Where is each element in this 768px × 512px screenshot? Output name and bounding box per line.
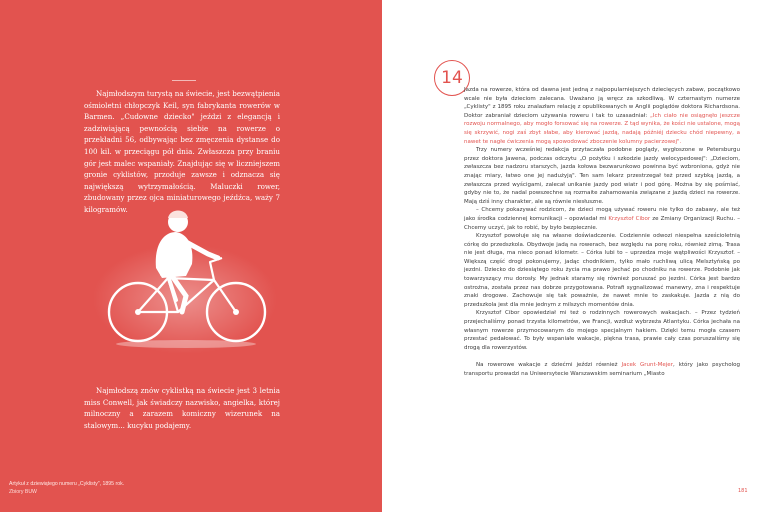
right-page (382, 0, 768, 512)
paragraph-2: Trzy numery wcześniej redakcja przytaczała podobne poglądy, wygłoszone w Petersburgu przez doktora Jawena, podczas odczytu „O pożytku i szkodzie jazdy welocypedowej": „Dzieciom, zwłaszcza bez nadzoru starszych, jazda kołowa bezwarunkowo powinna być wzbroniona, gdyż nie znając miary, łatwo one jej nadużyją". Ten sam lekarz przestrzegał też przed szybką jazdą, a zwłaszcza przed wyścigami, zalecał unikanie jazdy pod wiatr i pod górę. Można by się pośmiać, gdyby nie to, że nadal powszechne są rozmaite zahamowania związane z jazdą dzieci na rowerze. Mają dziś inny charakter, ale są równie niesłuszne. (464, 147, 740, 205)
left-page (0, 0, 382, 512)
person-name-highlight: Krzysztof Cibor (608, 215, 651, 222)
ornament-divider (172, 80, 196, 81)
child-on-bicycle-illustration (90, 204, 280, 354)
page-number: 181 (738, 488, 748, 494)
article-body (464, 86, 740, 379)
caption-title: Artykuł z dziewiątego numeru „Cyklisty", 1895 rok. (9, 481, 125, 487)
archival-quote-2: Najmłodszą znów cyklistką na świecie jest 3 letnia miss Conwell, jak świadczy nazwisko, angielka, której milnoczny a zarazem komiczny wizerunek na stalowym... kucyku podajemy. (84, 386, 280, 430)
archival-quote-1: Najmłodszym turystą na świecie, jest bezwątpienia ośmioletni chłopczyk Keil, syn fabrykanta rowerów w Barmen. „Cudowne dziecko" jeździ z elegancją i zadziwiającą pewnością siebie na rowerze o przekładni 56, odbywając bez zmęczenia dystanse do 100 kil. w przeciągu pół dnia. Zwłaszcza przy braniu gór jest malec wspaniały. Znajdując się w liczniejszem gronie cyklistów, przoduje zawsze i odznacza się największą wytrzymałością. Maluczki rower, zbudowany przez ojca miniaturowego jeźdźca, waży 7 kilogramów. (84, 89, 280, 214)
paragraph-5: Krzysztof Cibor opowiedział mi też o rodzinnych rowerowych wakacjach. – Przez tydzień przejechaliśmy ponad trzysta kilometrów, we Francji, wzdłuż wybrzeża Atlantyku. Córka jechała na własnym rowerze przymocowanym do mojego specjalnym hakiem. Dzięki temu mogła czasem przestać pedałować. To były wspaniałe wakacje, piękna trasa, prawie cały czas poruszaliśmy się drogą dla rowerzystów. (464, 310, 740, 351)
caption-credit: Zbiory BUW (9, 489, 37, 495)
chapter-number: 14 (441, 68, 463, 88)
paragraph-6: Na rowerowe wakacje z dziećmi jeździ również Jacek Grunt-Mejer, który jako psycholog transportu prowadzi na Uniwersytecie Warszawskim seminarium „Miasto (464, 362, 740, 377)
paragraph-4: Krzysztof powołuje się na własne doświadczenie. Codziennie odwozi niespełna sześcioletnią córkę do przedszkola. Obydwoje jadą na rowerach, bez względu na porę roku, również zimą. Trasa nie jest długa, ma nieco ponad kilometr. – Córka lubi to – uprzedza moje wątpliwości Krzysztof. – Większą część drogi pokonujemy, jadąc chodnikiem, tylko mało ruchliwą ulicą Melsztyńską po jezdni. Dziecko do dziesiątego roku życia ma prawo jechać po chodniku na rowerze. Podobnie jak towarzyszący mu dorosły. My jednak staramy się również poruszać po jezdni. Córka jest bardzo ostrożna, została przez nas dobrze przygotowana. Potrafi sygnalizować manewry, zna i respektuje znaki drogowe. Zachowuje się tak poważnie, że nawet mnie to zaskakuje. Jazda z nią do przedszkola jest dla mnie jednym z milszych momentów dnia. (464, 233, 740, 308)
person-name-highlight: Jacek Grunt-Mejer (621, 362, 673, 369)
paragraph-1: Jazda na rowerze, która od dawna jest jedną z najpopularniejszych dziecięcych zabaw, początkowo wcale nie była dzieciom zalecana. Uważano ją wręcz za szkodliwą. W czternastym numerze „Cyklisty" z 1895 roku znalazłam relację z opublikowanych w Anglii poglądów doktora Richardsona. Doktor zabraniał dzieciom używania roweru i tak to uzasadniał: „Ich ciało nie osiągnęło jeszcze rozwoju normalnego, aby mogło forsować się na rowerze. Z tąd wynika, że kości nie ustalone, mogą się skrzywić, nogi zaś zbyt słabe, aby kierować jazdą, nadają późniéj dziecku chód niepewny, a nawet te nagłe ćwiczenia mogą spowodować zboczenie kolumny pacierzowej". (464, 87, 740, 145)
paragraph-3: – Chcemy pokazywać rodzicom, że dzieci mogą używać roweru nie tylko do zabawy, ale też jako środka codziennej komunikacji – opowiadał mi Krzysztof Cibor ze Zmiany Organizacji Ruchu. – Chcemy uczyć, jak to robić, by było bezpiecznie. (464, 207, 740, 231)
image-caption (9, 480, 124, 496)
highlighted-quote: „Ich ciało nie osiągnęło jeszcze rozwoju normalnego, aby mogło forsować się na rowerze. Z tąd wynika, że kości nie ustalone, mogą się skrzywić, nogi zaś zbyt słabe, aby kierować jazdą, nadają późniéj dziecku chód niepewny, a nawet te nagłe ćwiczenia mogą spowodować zboczenie kolumny pacierzowej". (464, 112, 740, 145)
